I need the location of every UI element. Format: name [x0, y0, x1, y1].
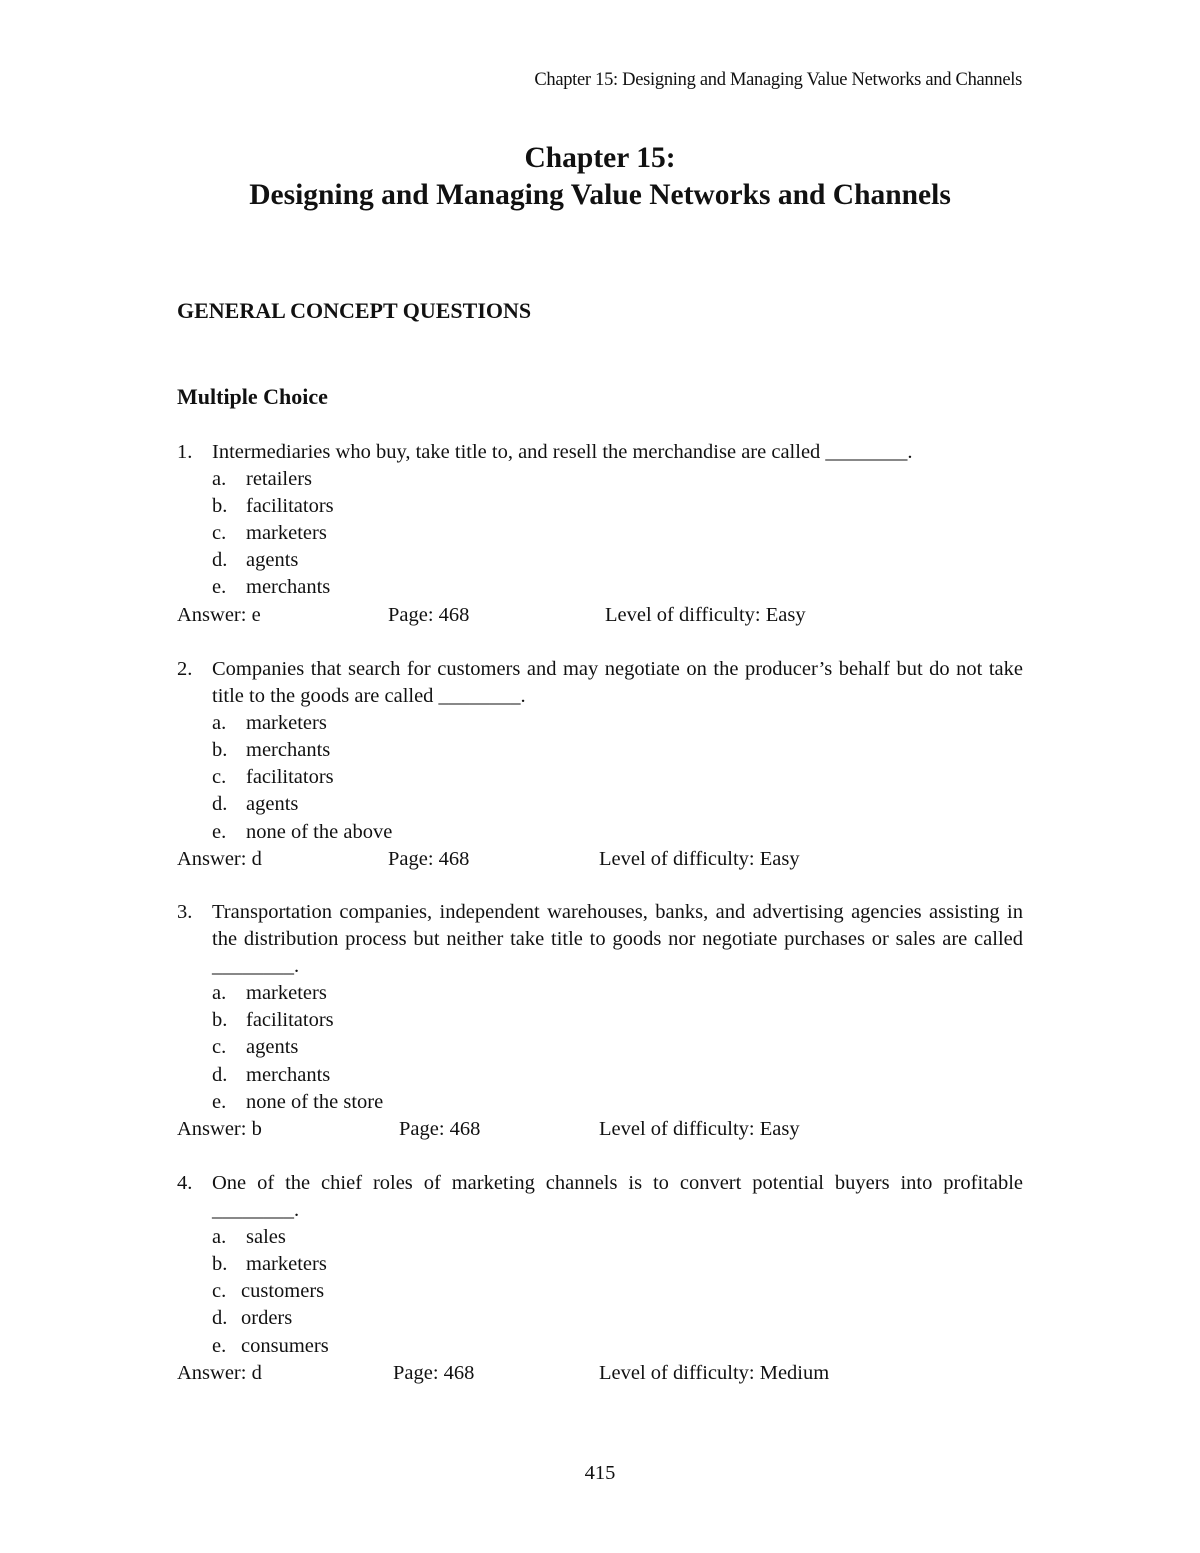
option-letter: d.: [212, 1063, 228, 1086]
option-d: [177, 791, 1023, 818]
difficulty-level: Level of difficulty: Easy: [599, 847, 800, 870]
option-letter: a.: [212, 1226, 227, 1249]
option-text: consumers: [241, 1334, 329, 1357]
subsection-heading: Multiple Choice: [177, 384, 328, 409]
option-d: [177, 1062, 1023, 1089]
answer-label: Answer: d: [177, 1361, 262, 1384]
question-4: [177, 1170, 1023, 1387]
answer-label: Answer: d: [177, 847, 262, 870]
option-b: [177, 1007, 1023, 1034]
option-b: [177, 737, 1023, 764]
option-text: merchants: [246, 739, 331, 762]
page-reference: Page: 468: [393, 1361, 475, 1384]
question-text: Companies that search for customers and may negotiate on the producer’s behalf but do not take title to the goods are called ________.: [212, 658, 1023, 708]
difficulty-level: Level of difficulty: Medium: [599, 1361, 830, 1384]
option-b: [177, 1251, 1023, 1278]
page-reference: Page: 468: [388, 847, 470, 870]
answer-meta-row: [177, 1360, 1023, 1387]
question-number: 4.: [177, 1172, 193, 1194]
question-stem: [177, 899, 1023, 980]
option-c: [177, 520, 1023, 547]
question-number: 1.: [177, 441, 193, 463]
option-text: none of the above: [246, 820, 393, 843]
option-letter: a.: [212, 982, 227, 1005]
option-text: retailers: [246, 468, 313, 491]
option-text: agents: [246, 1036, 299, 1059]
question-2: [177, 656, 1023, 873]
option-c: [177, 1278, 1023, 1305]
page-number: 415: [584, 1462, 616, 1484]
option-text: agents: [246, 549, 299, 572]
option-text: marketers: [246, 982, 327, 1005]
answer-meta-row: [177, 846, 1023, 873]
difficulty-level: Level of difficulty: Easy: [605, 603, 806, 626]
page-reference: Page: 468: [388, 603, 470, 626]
option-letter: d.: [212, 1307, 228, 1330]
option-text: facilitators: [246, 1009, 334, 1032]
running-header: Chapter 15: Designing and Managing Value Networks and Channels: [534, 70, 1022, 90]
question-1: [177, 439, 1023, 629]
option-text: orders: [241, 1307, 293, 1330]
option-letter: b.: [212, 1009, 228, 1032]
question-number: 2.: [177, 658, 193, 680]
question-stem: [177, 656, 1023, 710]
option-e: [177, 1089, 1023, 1116]
option-letter: e.: [212, 1334, 227, 1357]
option-a: [177, 1224, 1023, 1251]
answer-meta-row: [177, 602, 1023, 629]
chapter-title: [0, 140, 1200, 214]
option-letter: c.: [212, 766, 227, 789]
section-heading: GENERAL CONCEPT QUESTIONS: [177, 298, 532, 323]
option-letter: e.: [212, 820, 227, 843]
question-number: 3.: [177, 901, 193, 923]
question-text: One of the chief roles of marketing channels is to convert potential buyers into profitable ________.: [212, 1172, 1023, 1222]
option-e: [177, 819, 1023, 846]
option-e: [177, 1333, 1023, 1360]
option-a: [177, 710, 1023, 737]
option-letter: c.: [212, 1036, 227, 1059]
option-letter: c.: [212, 522, 227, 545]
option-text: marketers: [246, 712, 327, 735]
option-letter: c.: [212, 1280, 227, 1303]
question-text: Transportation companies, independent warehouses, banks, and advertising agencies assisting in the distribution process but neither take title to goods nor negotiate purchases or sales are called ________.: [212, 901, 1023, 978]
option-text: marketers: [246, 1253, 327, 1276]
option-letter: e.: [212, 1090, 227, 1113]
difficulty-level: Level of difficulty: Easy: [599, 1117, 800, 1140]
option-text: sales: [246, 1226, 286, 1249]
option-letter: d.: [212, 549, 228, 572]
option-c: [177, 1034, 1023, 1061]
option-c: [177, 764, 1023, 791]
option-text: agents: [246, 793, 299, 816]
option-text: none of the store: [246, 1090, 384, 1113]
question-stem: [177, 1170, 1023, 1224]
page-reference: Page: 468: [399, 1117, 481, 1140]
option-a: [177, 980, 1023, 1007]
question-text: Intermediaries who buy, take title to, and resell the merchandise are called ________.: [212, 441, 913, 463]
option-letter: a.: [212, 712, 227, 735]
answer-meta-row: [177, 1116, 1023, 1143]
option-letter: a.: [212, 468, 227, 491]
answer-label: Answer: e: [177, 603, 261, 626]
option-text: customers: [241, 1280, 325, 1303]
option-text: merchants: [246, 1063, 331, 1086]
chapter-title-line-2: Designing and Managing Value Networks and Channels: [249, 179, 951, 211]
option-d: [177, 547, 1023, 574]
option-letter: b.: [212, 1253, 228, 1276]
option-b: [177, 493, 1023, 520]
option-a: [177, 466, 1023, 493]
option-text: merchants: [246, 576, 331, 599]
option-text: facilitators: [246, 766, 334, 789]
chapter-title-line-1: Chapter 15:: [524, 142, 676, 174]
option-letter: d.: [212, 793, 228, 816]
option-d: [177, 1305, 1023, 1332]
option-letter: e.: [212, 576, 227, 599]
option-e: [177, 574, 1023, 601]
option-text: marketers: [246, 522, 327, 545]
option-letter: b.: [212, 739, 228, 762]
question-stem: [177, 439, 1023, 466]
option-letter: b.: [212, 495, 228, 518]
option-text: facilitators: [246, 495, 334, 518]
question-3: [177, 899, 1023, 1143]
answer-label: Answer: b: [177, 1117, 262, 1140]
